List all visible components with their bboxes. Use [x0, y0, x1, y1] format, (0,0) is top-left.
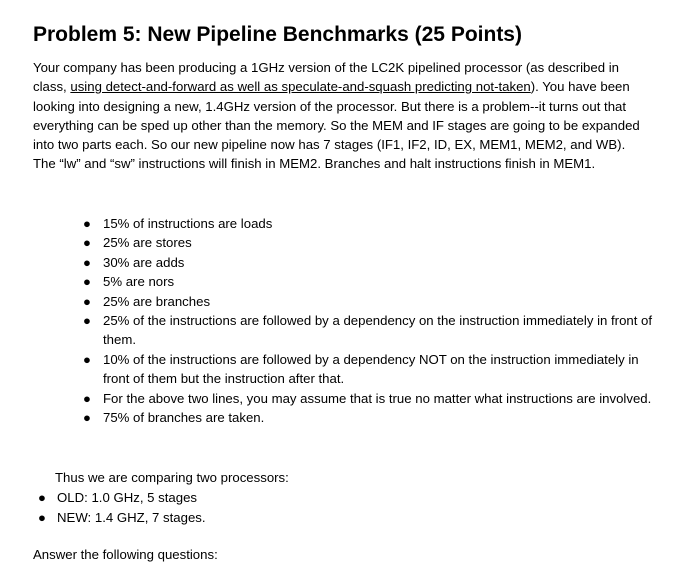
bullet-icon: ●	[83, 293, 91, 309]
intro-underlined-text: using detect-and-forward as well as speculate-and-squash predicting not-taken	[70, 79, 531, 95]
list-item	[33, 214, 653, 233]
intro-text-start: Your company has been producing a 1GHz version of the LC2K pipelined processor (as described in class,	[33, 60, 619, 95]
bullet-icon: ●	[83, 235, 91, 251]
processor-new: NEW: 1.4 GHZ, 7 stages.	[57, 509, 206, 525]
list-item	[33, 233, 653, 252]
bullet-icon: ●	[83, 274, 91, 290]
list-item	[33, 508, 206, 528]
list-item-text: 15% of instructions are loads	[103, 216, 273, 231]
bullet-icon: ●	[83, 216, 91, 231]
list-item-text: 10% of the instructions are followed by a dependency NOT on the instruction immediately in front of them but the instruction after that.	[103, 351, 639, 387]
problem-title: Problem 5: New Pipeline Benchmarks (25 Points)	[33, 23, 522, 46]
list-item-text: 25% are branches	[103, 293, 211, 309]
list-item-text: 25% are stores	[103, 235, 192, 251]
list-item-text: 75% of branches are taken.	[103, 410, 265, 426]
list-item-text: 25% of the instructions are followed by a dependency on the instruction immediately in front of them.	[103, 313, 653, 348]
list-item	[33, 311, 653, 350]
list-item-text: 30% are adds	[103, 254, 185, 270]
bullet-icon: ●	[83, 410, 91, 426]
instruction-stats-list	[33, 214, 653, 427]
bullet-icon: ●	[83, 390, 91, 406]
list-item	[33, 292, 653, 311]
answer-prompt: Answer the following questions:	[33, 547, 218, 562]
list-item	[33, 389, 653, 408]
bullet-icon: ●	[83, 254, 91, 270]
bullet-icon: ●	[38, 509, 46, 525]
intro-paragraph	[33, 58, 645, 174]
intro-text-end: ). You have been looking into designing a new, 1.4GHz version of the processor. But there is a problem--it turns out that everything can be sped up other than the memory. So the MEM and IF stages are going to be expanded into two parts each. So our new pipeline now has 7 stages (IF1, IF2, ID, EX, MEM1, MEM2, and WB). The “lw” and “sw” instructions will finish in MEM2. Branches and halt instructions finish in MEM1.	[33, 79, 640, 172]
processor-old: OLD: 1.0 GHz, 5 stages	[57, 490, 197, 505]
bullet-icon: ●	[83, 351, 91, 367]
list-item	[33, 408, 653, 427]
bullet-icon: ●	[38, 490, 46, 505]
comparison-intro: Thus we are comparing two processors:	[55, 470, 289, 485]
list-item	[33, 350, 653, 389]
list-item-text: For the above two lines, you may assume that is true no matter what instructions are involved.	[103, 390, 652, 406]
list-item	[33, 272, 653, 291]
list-item-text: 5% are nors	[103, 274, 175, 290]
processor-list	[33, 488, 206, 527]
bullet-icon: ●	[83, 313, 91, 329]
list-item	[33, 488, 206, 508]
list-item	[33, 253, 653, 272]
